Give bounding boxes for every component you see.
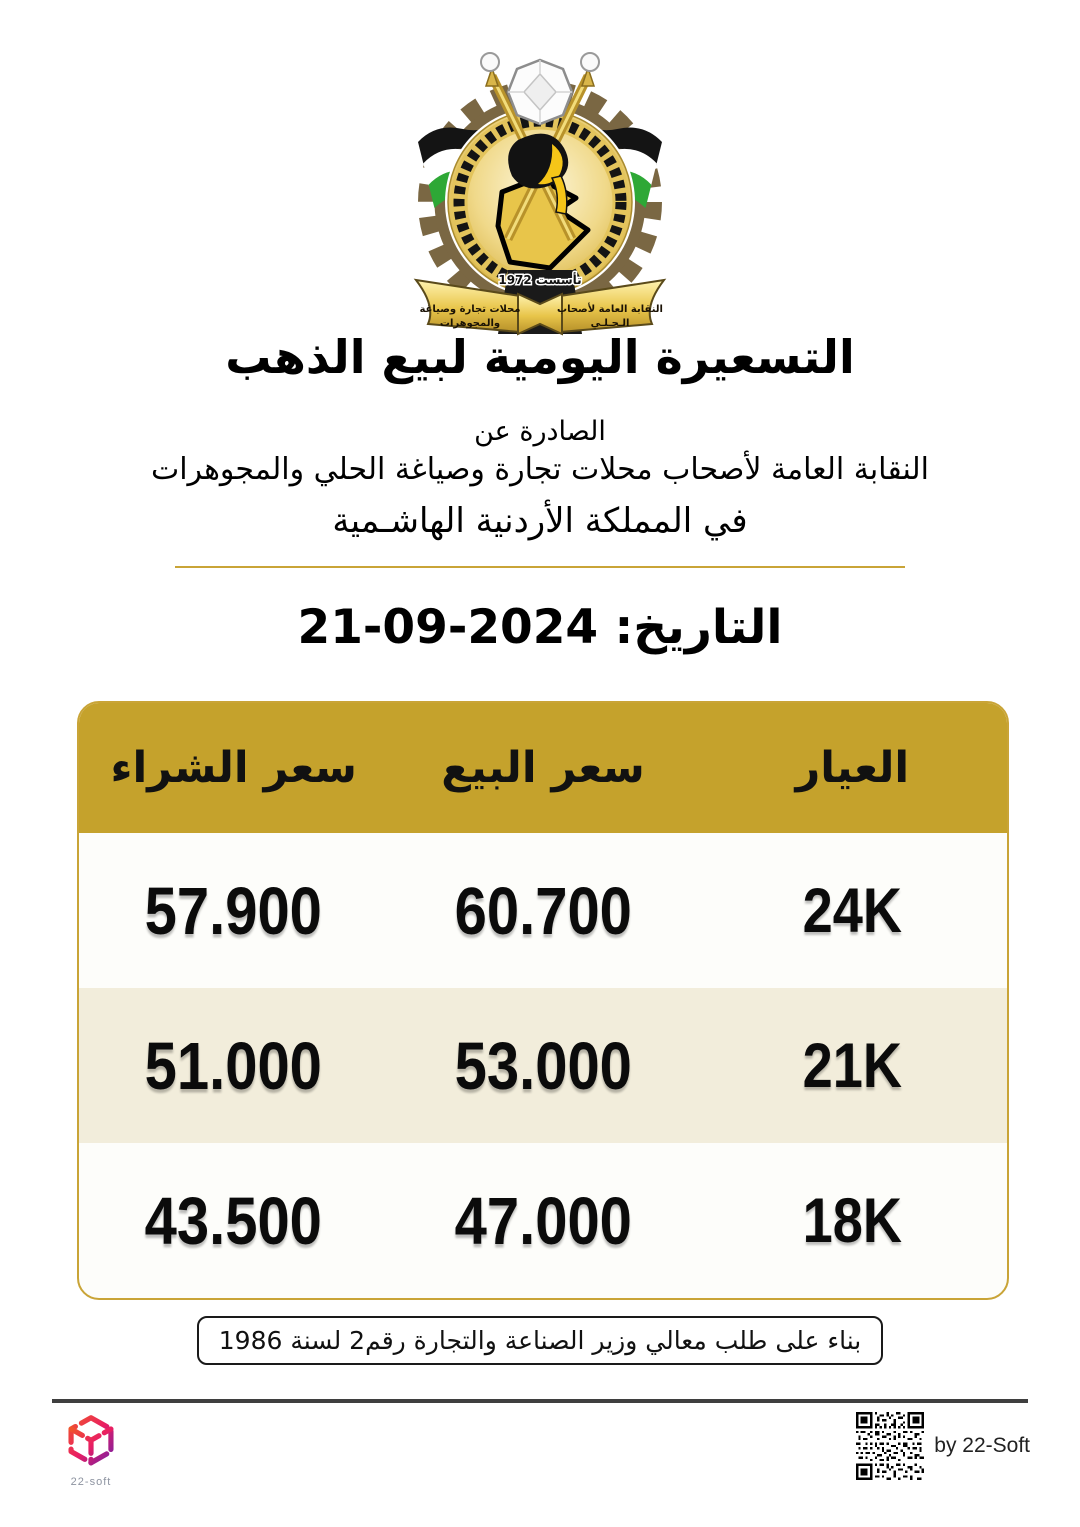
sell-price: 60.700	[454, 873, 632, 948]
sell-price: 47.000	[454, 1183, 632, 1258]
gold-divider	[175, 566, 905, 568]
buy-price: 51.000	[145, 1028, 323, 1103]
column-header-buy: سعر الشراء	[110, 743, 357, 793]
sell-price: 53.000	[454, 1028, 632, 1103]
footer-divider	[52, 1399, 1028, 1403]
date-line	[0, 600, 1080, 655]
country-name: في المملكة الأردنية الهاشـمية	[332, 501, 748, 541]
legal-note: بناء على طلب معالي وزير الصناعة والتجارة رقم2 لسنة 1986	[197, 1316, 883, 1365]
issued-by-text: الصادرة عن	[474, 416, 606, 447]
column-header-karat: العيار	[795, 743, 910, 793]
syndicate-logo	[400, 34, 680, 340]
banner-right-line1: النقابة العامة لأصحاب	[557, 304, 663, 315]
banner-right-line2: الـحـلـي	[590, 318, 630, 329]
karat-value: 21K	[802, 1030, 903, 1101]
buy-price: 43.500	[145, 1183, 323, 1258]
diamond-icon	[508, 60, 572, 124]
page-title: التسعيرة اليومية لبيع الذهب	[225, 330, 855, 384]
banner-left-line2: والمجوهرات	[439, 318, 501, 329]
22soft-cube-icon	[65, 1414, 117, 1470]
table-row	[79, 988, 1007, 1143]
karat-value: 24K	[802, 875, 903, 946]
table-row	[79, 833, 1007, 988]
note-wrap	[0, 1316, 1080, 1365]
qr-code-icon	[856, 1412, 924, 1480]
buy-price: 57.900	[145, 873, 323, 948]
karat-value: 18K	[802, 1185, 903, 1256]
table-row	[79, 1143, 1007, 1298]
price-table-header	[79, 703, 1007, 833]
banner-left-line1: محلات تجارة وصياغة	[419, 304, 521, 315]
date-label: التاريخ:	[614, 600, 783, 655]
credit-block	[856, 1412, 1030, 1480]
date-value: 21-09-2024	[297, 600, 599, 655]
credit-text: by 22-Soft	[934, 1434, 1030, 1457]
brand-block	[56, 1414, 126, 1488]
price-table	[77, 701, 1009, 1300]
brand-name: 22-soft	[70, 1476, 112, 1488]
column-header-sell: سعر البيع	[441, 743, 645, 793]
established-text: تأسست 1972	[498, 273, 582, 287]
syndicate-emblem-icon	[400, 34, 680, 336]
organization-name: النقابة العامة لأصحاب محلات تجارة وصياغة الحلي والمجوهرات	[150, 452, 930, 487]
